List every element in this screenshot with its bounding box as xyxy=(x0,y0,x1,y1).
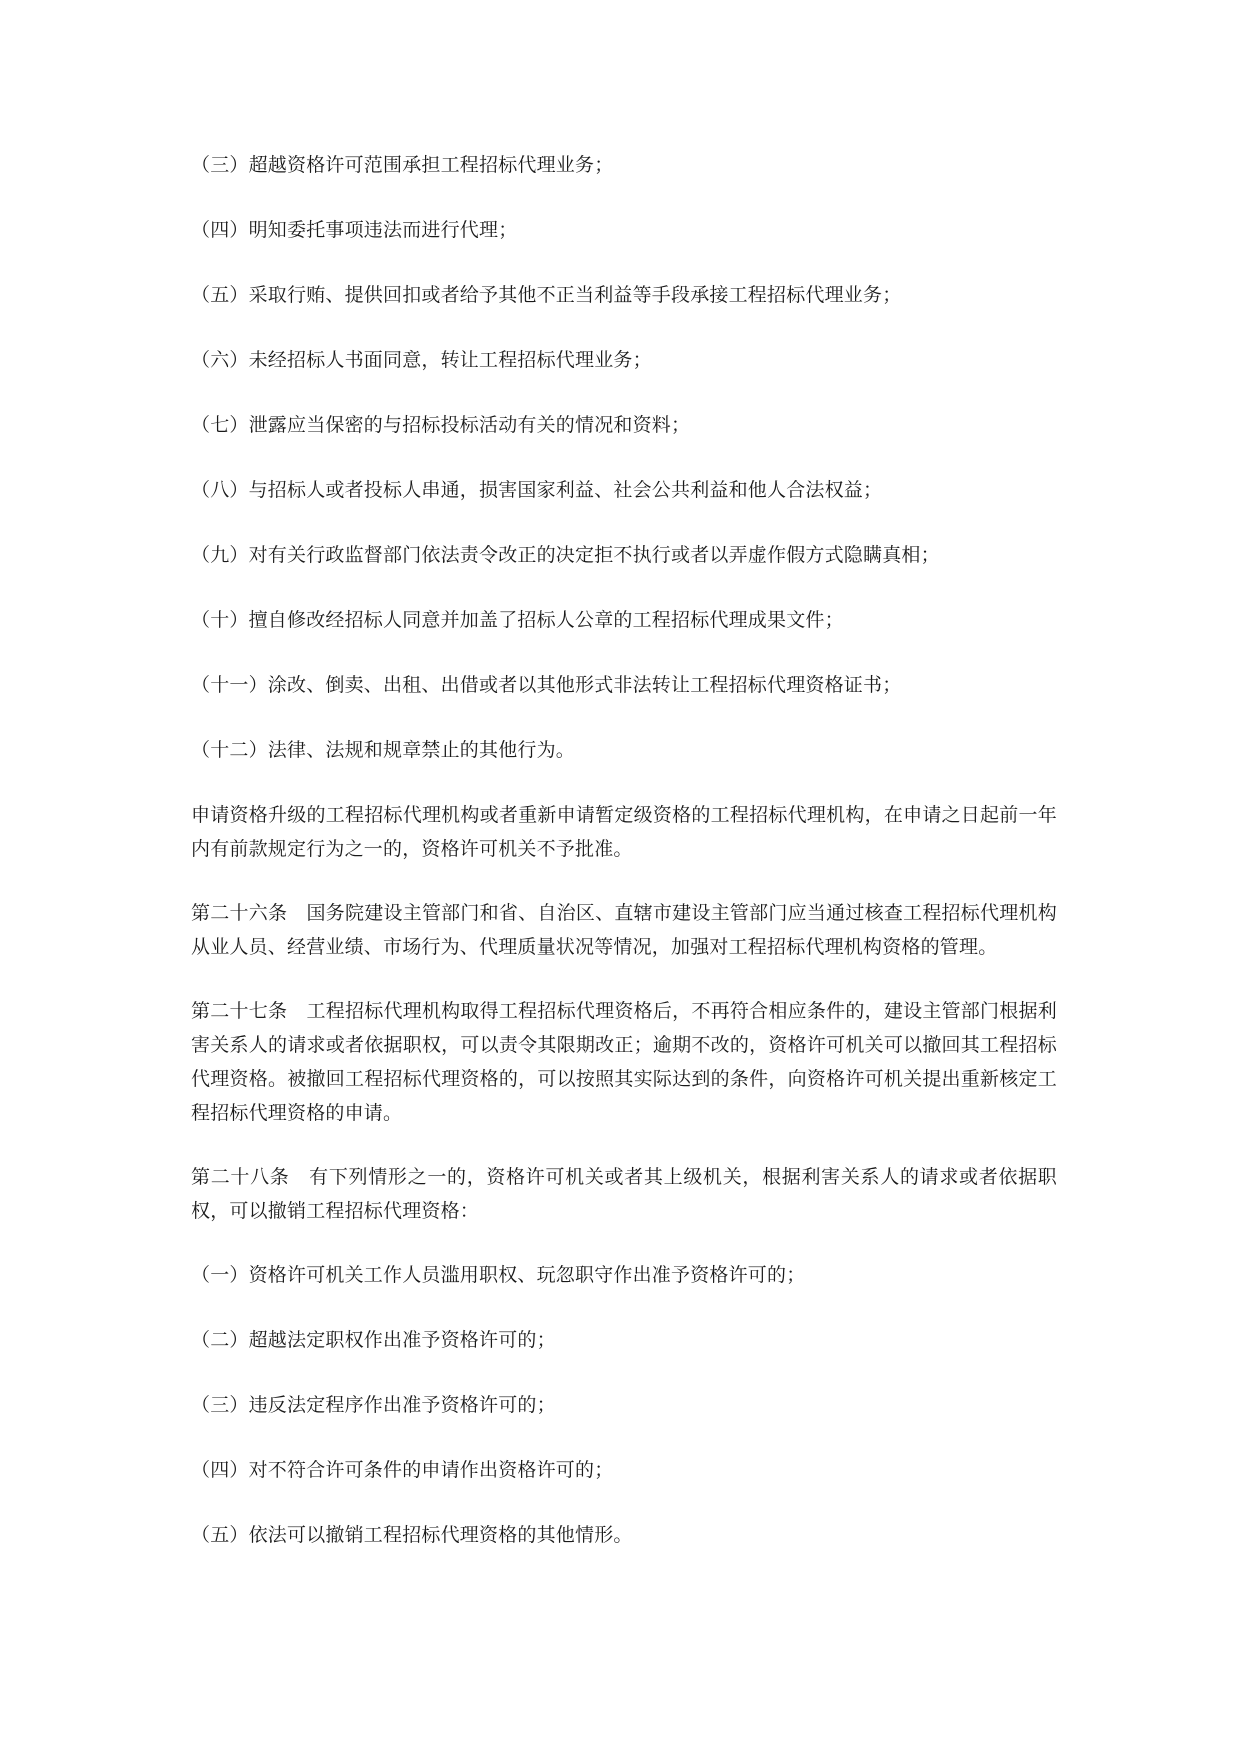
list-item: （五）依法可以撤销工程招标代理资格的其他情形。 xyxy=(191,1524,633,1546)
article-27: 第二十七条 工程招标代理机构取得工程招标代理资格后，不再符合相应条件的，建设主管部门根据利害关系人的请求或者依据职权，可以责令其限期改正；逾期不改的，资格许可机关可以撤回其工程招标代理资格。被撤回工程招标代理资格的，可以按照其实际达到的条件，向资格许可机关提出重新核定工程招标代理资格的申请。 xyxy=(191,1000,1057,1124)
article-28: 第二十八条 有下列情形之一的，资格许可机关或者其上级机关，根据利害关系人的请求或者依据职权，可以撤销工程招标代理资格： xyxy=(191,1166,1057,1222)
list-item: （四）明知委托事项违法而进行代理； xyxy=(191,219,518,241)
list-item: （十）擅自修改经招标人同意并加盖了招标人公章的工程招标代理成果文件； xyxy=(191,609,844,631)
list-item: （十一）涂改、倒卖、出租、出借或者以其他形式非法转让工程招标代理资格证书； xyxy=(191,674,902,696)
list-item: （四）对不符合许可条件的申请作出资格许可的； xyxy=(191,1459,614,1481)
list-item: （九）对有关行政监督部门依法责令改正的决定拒不执行或者以弄虚作假方式隐瞒真相； xyxy=(191,544,940,566)
list-item: （一）资格许可机关工作人员滥用职权、玩忽职守作出准予资格许可的； xyxy=(191,1264,806,1286)
document-page xyxy=(191,148,1057,1583)
list-item: （三）超越资格许可范围承担工程招标代理业务； xyxy=(191,154,614,176)
list-item: （二）超越法定职权作出准予资格许可的； xyxy=(191,1329,556,1351)
list-item: （六）未经招标人书面同意，转让工程招标代理业务； xyxy=(191,349,652,371)
paragraph-approval-denial: 申请资格升级的工程招标代理机构或者重新申请暂定级资格的工程招标代理机构，在申请之日起前一年内有前款规定行为之一的，资格许可机关不予批准。 xyxy=(191,804,1057,860)
list-item: （五）采取行贿、提供回扣或者给予其他不正当利益等手段承接工程招标代理业务； xyxy=(191,284,902,306)
list-item: （三）违反法定程序作出准予资格许可的； xyxy=(191,1394,556,1416)
list-item: （七）泄露应当保密的与招标投标活动有关的情况和资料； xyxy=(191,414,691,436)
article-26: 第二十六条 国务院建设主管部门和省、自治区、直辖市建设主管部门应当通过核查工程招标代理机构从业人员、经营业绩、市场行为、代理质量状况等情况，加强对工程招标代理机构资格的管理。 xyxy=(191,902,1057,958)
list-item: （十二）法律、法规和规章禁止的其他行为。 xyxy=(191,739,576,761)
list-item: （八）与招标人或者投标人串通，损害国家利益、社会公共利益和他人合法权益； xyxy=(191,479,883,501)
